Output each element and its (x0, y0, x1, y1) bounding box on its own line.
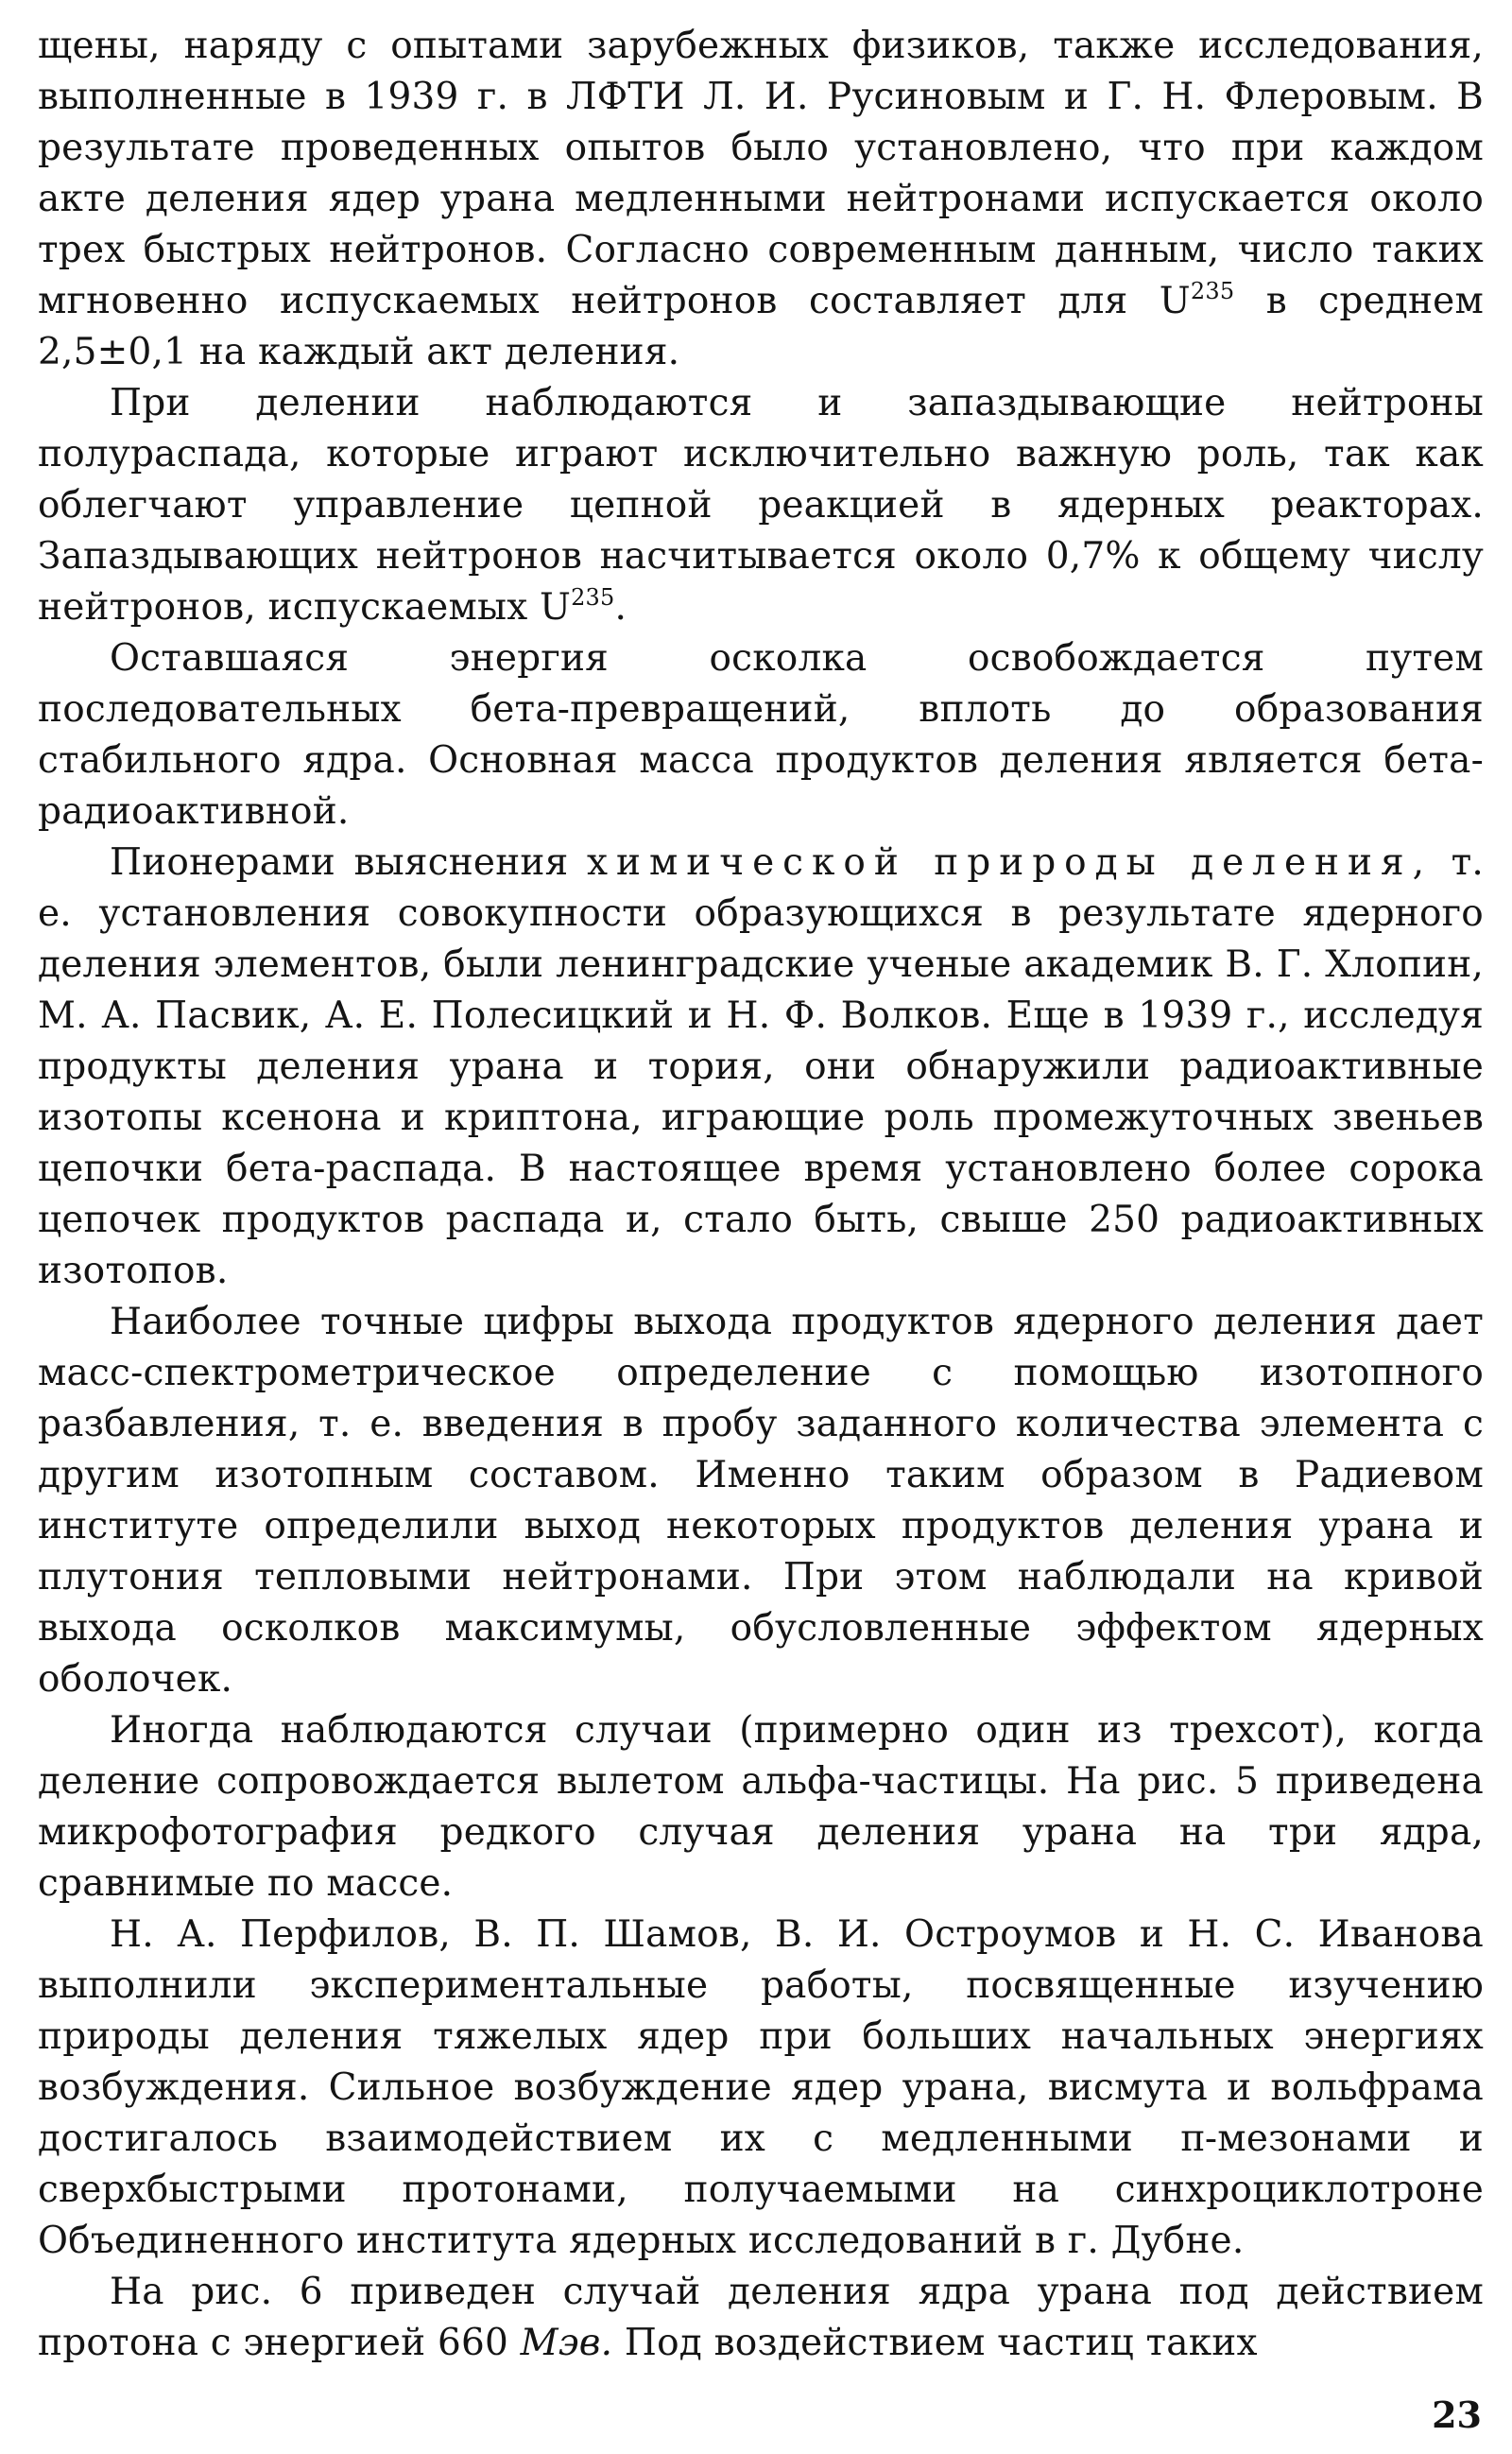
paragraph-2-text-end: . (614, 586, 627, 629)
paragraph-7 (38, 1910, 1484, 2267)
page-body (38, 21, 1484, 2369)
paragraph-3-text: Оставшаяся энергия осколка освобождается путем последовательных бета-превращений, вплоть до образования стабильного ядра. Основная масса продуктов деления является бета-радиоактивной. (38, 637, 1484, 833)
isotope-superscript: 235 (571, 584, 615, 611)
page-number: 23 (1432, 2394, 1482, 2436)
paragraph-2 (38, 378, 1484, 633)
paragraph-5 (38, 1297, 1484, 1705)
paragraph-5-text: Наиболее точные цифры выхода продуктов ядерного деления дает масс-спектрометрическое определение с помощью изотопного разбавления, т. е. введения в пробу заданного количества элемента с другим изотопным составом. Именно таким образом в Радиевом институте определили выход некоторых продуктов деления урана и плутония тепловыми нейтронами. При этом наблюдали на кривой выхода осколков максимумы, обусловленные эффектом ядерных оболочек. (38, 1301, 1484, 1701)
paragraph-4-text: т. е. установления совокупности образующихся в результате ядерного деления элементов, были ленинградские ученые академик В. Г. Хлопин, М. А. Пасвик, А. Е. Полесицкий и Н. Ф. Волков. Еще в 1939 г., исследуя продукты деления урана и тория, они обнаружили радиоактивные изотопы ксенона и криптона, играющие роль промежуточных звеньев цепочки бета-распада. В настоящее время установлено более сорока цепочек продуктов распада и, стало быть, свыше 250 радиоактивных изотопов. (38, 841, 1484, 1292)
paragraph-8-text-end: Под воздействием частиц таких (612, 2322, 1258, 2364)
paragraph-8 (38, 2267, 1484, 2369)
paragraph-4 (38, 838, 1484, 1297)
paragraph-2-text: При делении наблюдаются и запаздывающие нейтроны полураспада, которые играют исключительно важную роль, так как облегчают управление цепной реакцией в ядерных реакторах. Запаздывающих нейтронов насчитывается около 0,7% к общему числу нейтронов, испускаемых U (38, 382, 1484, 629)
paragraph-8-text: На рис. 6 приведен случай деления ядра урана под действием протона с энергией 660 (38, 2271, 1484, 2364)
paragraph-7-text: Н. А. Перфилов, В. П. Шамов, В. И. Остроумов и Н. С. Иванова выполнили экспериментальные работы, посвященные изучению природы деления тяжелых ядер при больших начальных энергиях возбуждения. Сильное возбуждение ядер урана, висмута и вольфрама достигалось взаимодействием их с медленными π-мезонами и сверхбыстрыми протонами, получаемыми на синхроциклотроне Объединенного института ядерных исследований в г. Дубне. (38, 1913, 1484, 2262)
paragraph-1-text-end: в среднем 2,5±0,1 на каждый акт деления. (38, 280, 1484, 373)
energy-unit: Мэв. (520, 2322, 613, 2364)
paragraph-1-text: щены, наряду с опытами зарубежных физиков, также исследования, выполненные в 1939 г. в ЛФТИ Л. И. Русиновым и Г. Н. Флеровым. В результате проведенных опытов было установлено, что при каждом акте деления ядер урана медленными нейтронами испускается около трех быстрых нейтронов. Согласно современным данным, число таких мгновенно испускаемых нейтронов составляет для U (38, 25, 1484, 322)
paragraph-6-text: Иногда наблюдаются случаи (примерно один из трехсот), когда деление сопровождается вылетом альфа-частицы. На рис. 5 приведена микрофотография редкого случая деления урана на три ядра, сравнимые по массе. (38, 1709, 1484, 1905)
paragraph-4-text-start: Пионерами выяснения (110, 841, 587, 884)
paragraph-1 (38, 21, 1484, 378)
isotope-superscript: 235 (1190, 278, 1235, 304)
paragraph-3 (38, 633, 1484, 838)
emphasized-phrase: химической природы деления, (586, 841, 1434, 884)
paragraph-6 (38, 1705, 1484, 1910)
